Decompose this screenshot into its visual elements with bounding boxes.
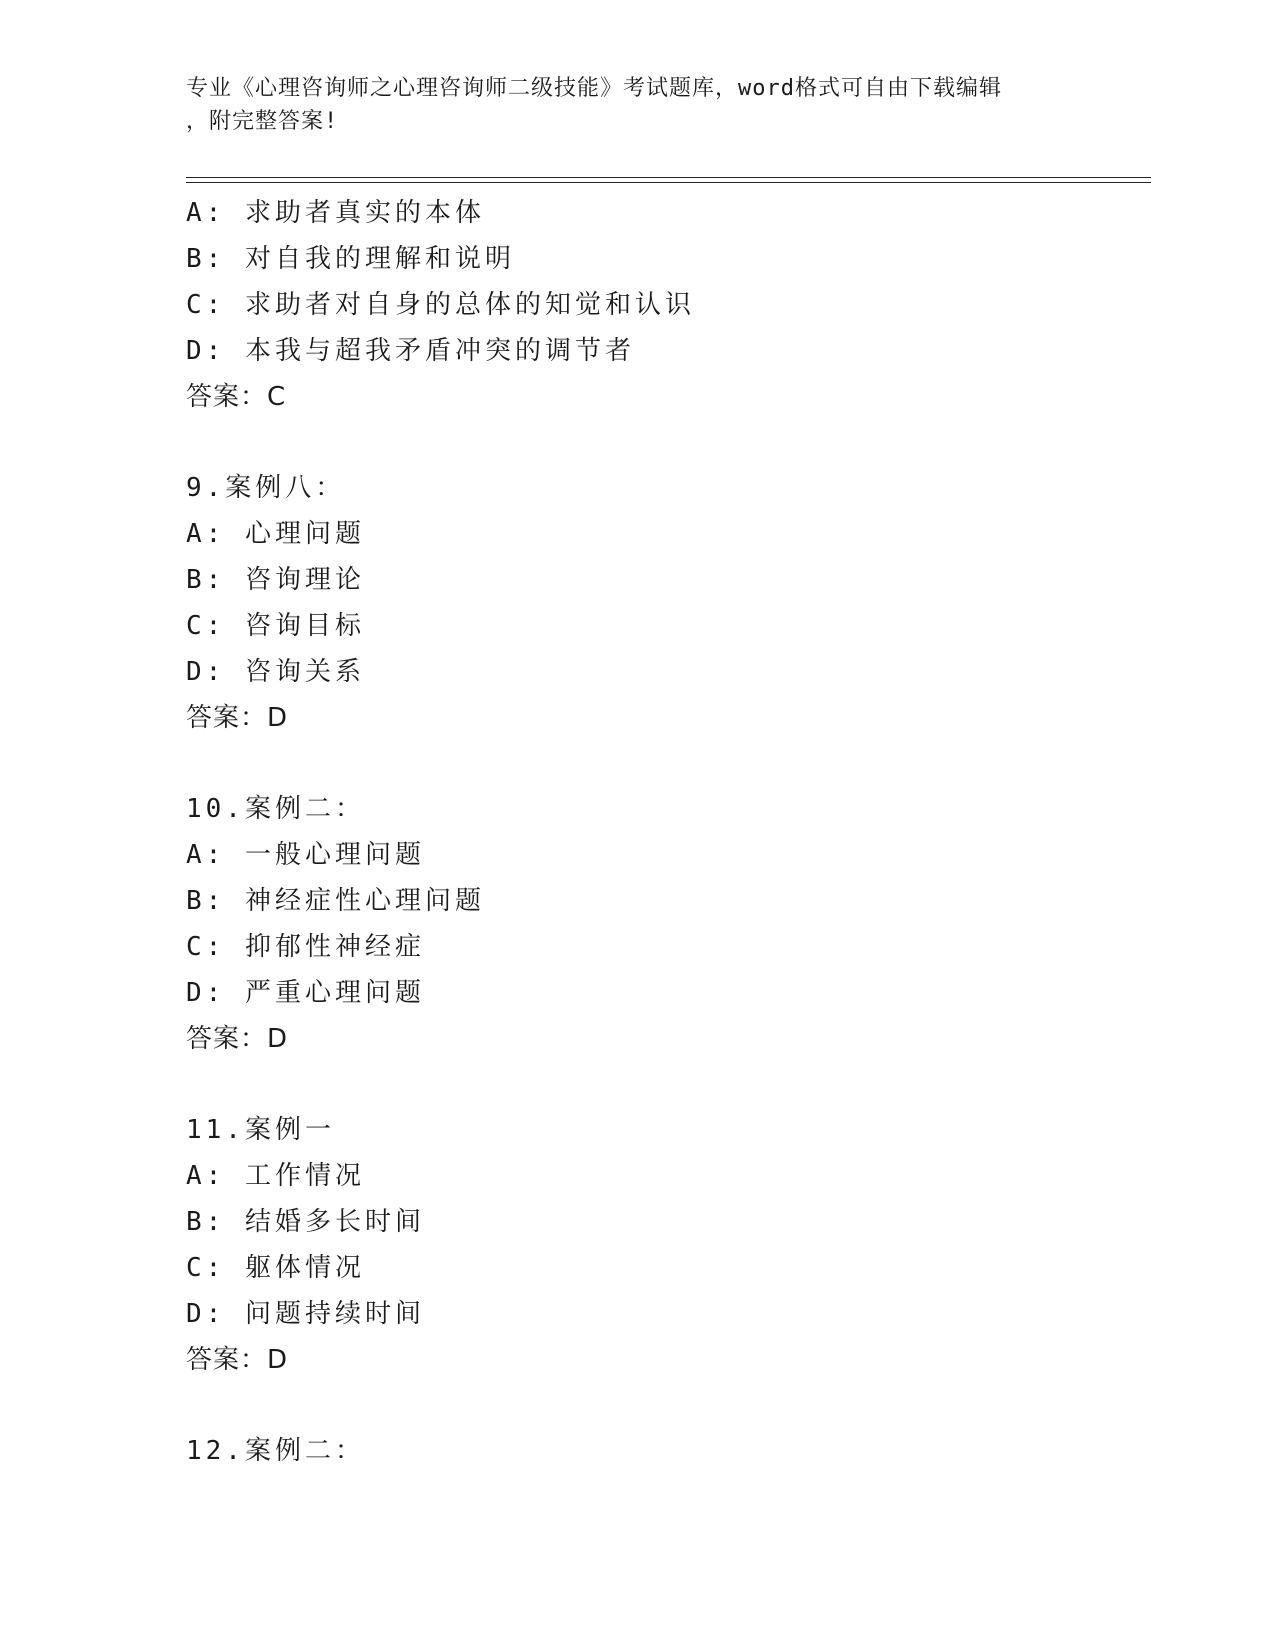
answer-label: 答案：C (186, 382, 287, 412)
answer-label: 答案：D (186, 1345, 289, 1375)
option-d: D: 问题持续时间 (186, 1299, 425, 1329)
header-divider-bottom (186, 182, 1151, 183)
question-block-12 (186, 1428, 1146, 1474)
header-divider-top (186, 177, 1151, 178)
option-d: D: 咨询关系 (186, 657, 365, 687)
option-c: C: 抑郁性神经症 (186, 932, 425, 962)
header-line-2: ，附完整答案! (186, 109, 339, 134)
header-line-1: 专业《心理咨询师之心理咨询师二级技能》考试题库，word格式可自由下载编辑 (186, 76, 1002, 101)
option-a: A: 心理问题 (186, 519, 365, 549)
option-c: C: 躯体情况 (186, 1253, 365, 1283)
question-title: 11.案例一 (186, 1115, 335, 1145)
answer-label: 答案：D (186, 703, 289, 733)
option-b: B: 结婚多长时间 (186, 1207, 425, 1237)
document-header (186, 72, 1066, 138)
option-c: C: 咨询目标 (186, 611, 365, 641)
question-block-11 (186, 1107, 1146, 1383)
answer-label: 答案：D (186, 1024, 289, 1054)
question-block-8 (186, 190, 1146, 420)
option-a: A: 工作情况 (186, 1161, 365, 1191)
option-d: D: 严重心理问题 (186, 978, 425, 1008)
question-title: 12.案例二： (186, 1436, 365, 1466)
question-title: 10.案例二： (186, 794, 365, 824)
question-block-9 (186, 465, 1146, 741)
question-list (186, 190, 1146, 1474)
option-a: A: 求助者真实的本体 (186, 198, 485, 228)
option-b: B: 对自我的理解和说明 (186, 244, 515, 274)
question-block-10 (186, 786, 1146, 1062)
option-d: D: 本我与超我矛盾冲突的调节者 (186, 336, 635, 366)
option-c: C: 求助者对自身的总体的知觉和认识 (186, 290, 695, 320)
option-b: B: 咨询理论 (186, 565, 365, 595)
question-title: 9.案例八： (186, 473, 346, 503)
option-b: B: 神经症性心理问题 (186, 886, 485, 916)
option-a: A: 一般心理问题 (186, 840, 425, 870)
